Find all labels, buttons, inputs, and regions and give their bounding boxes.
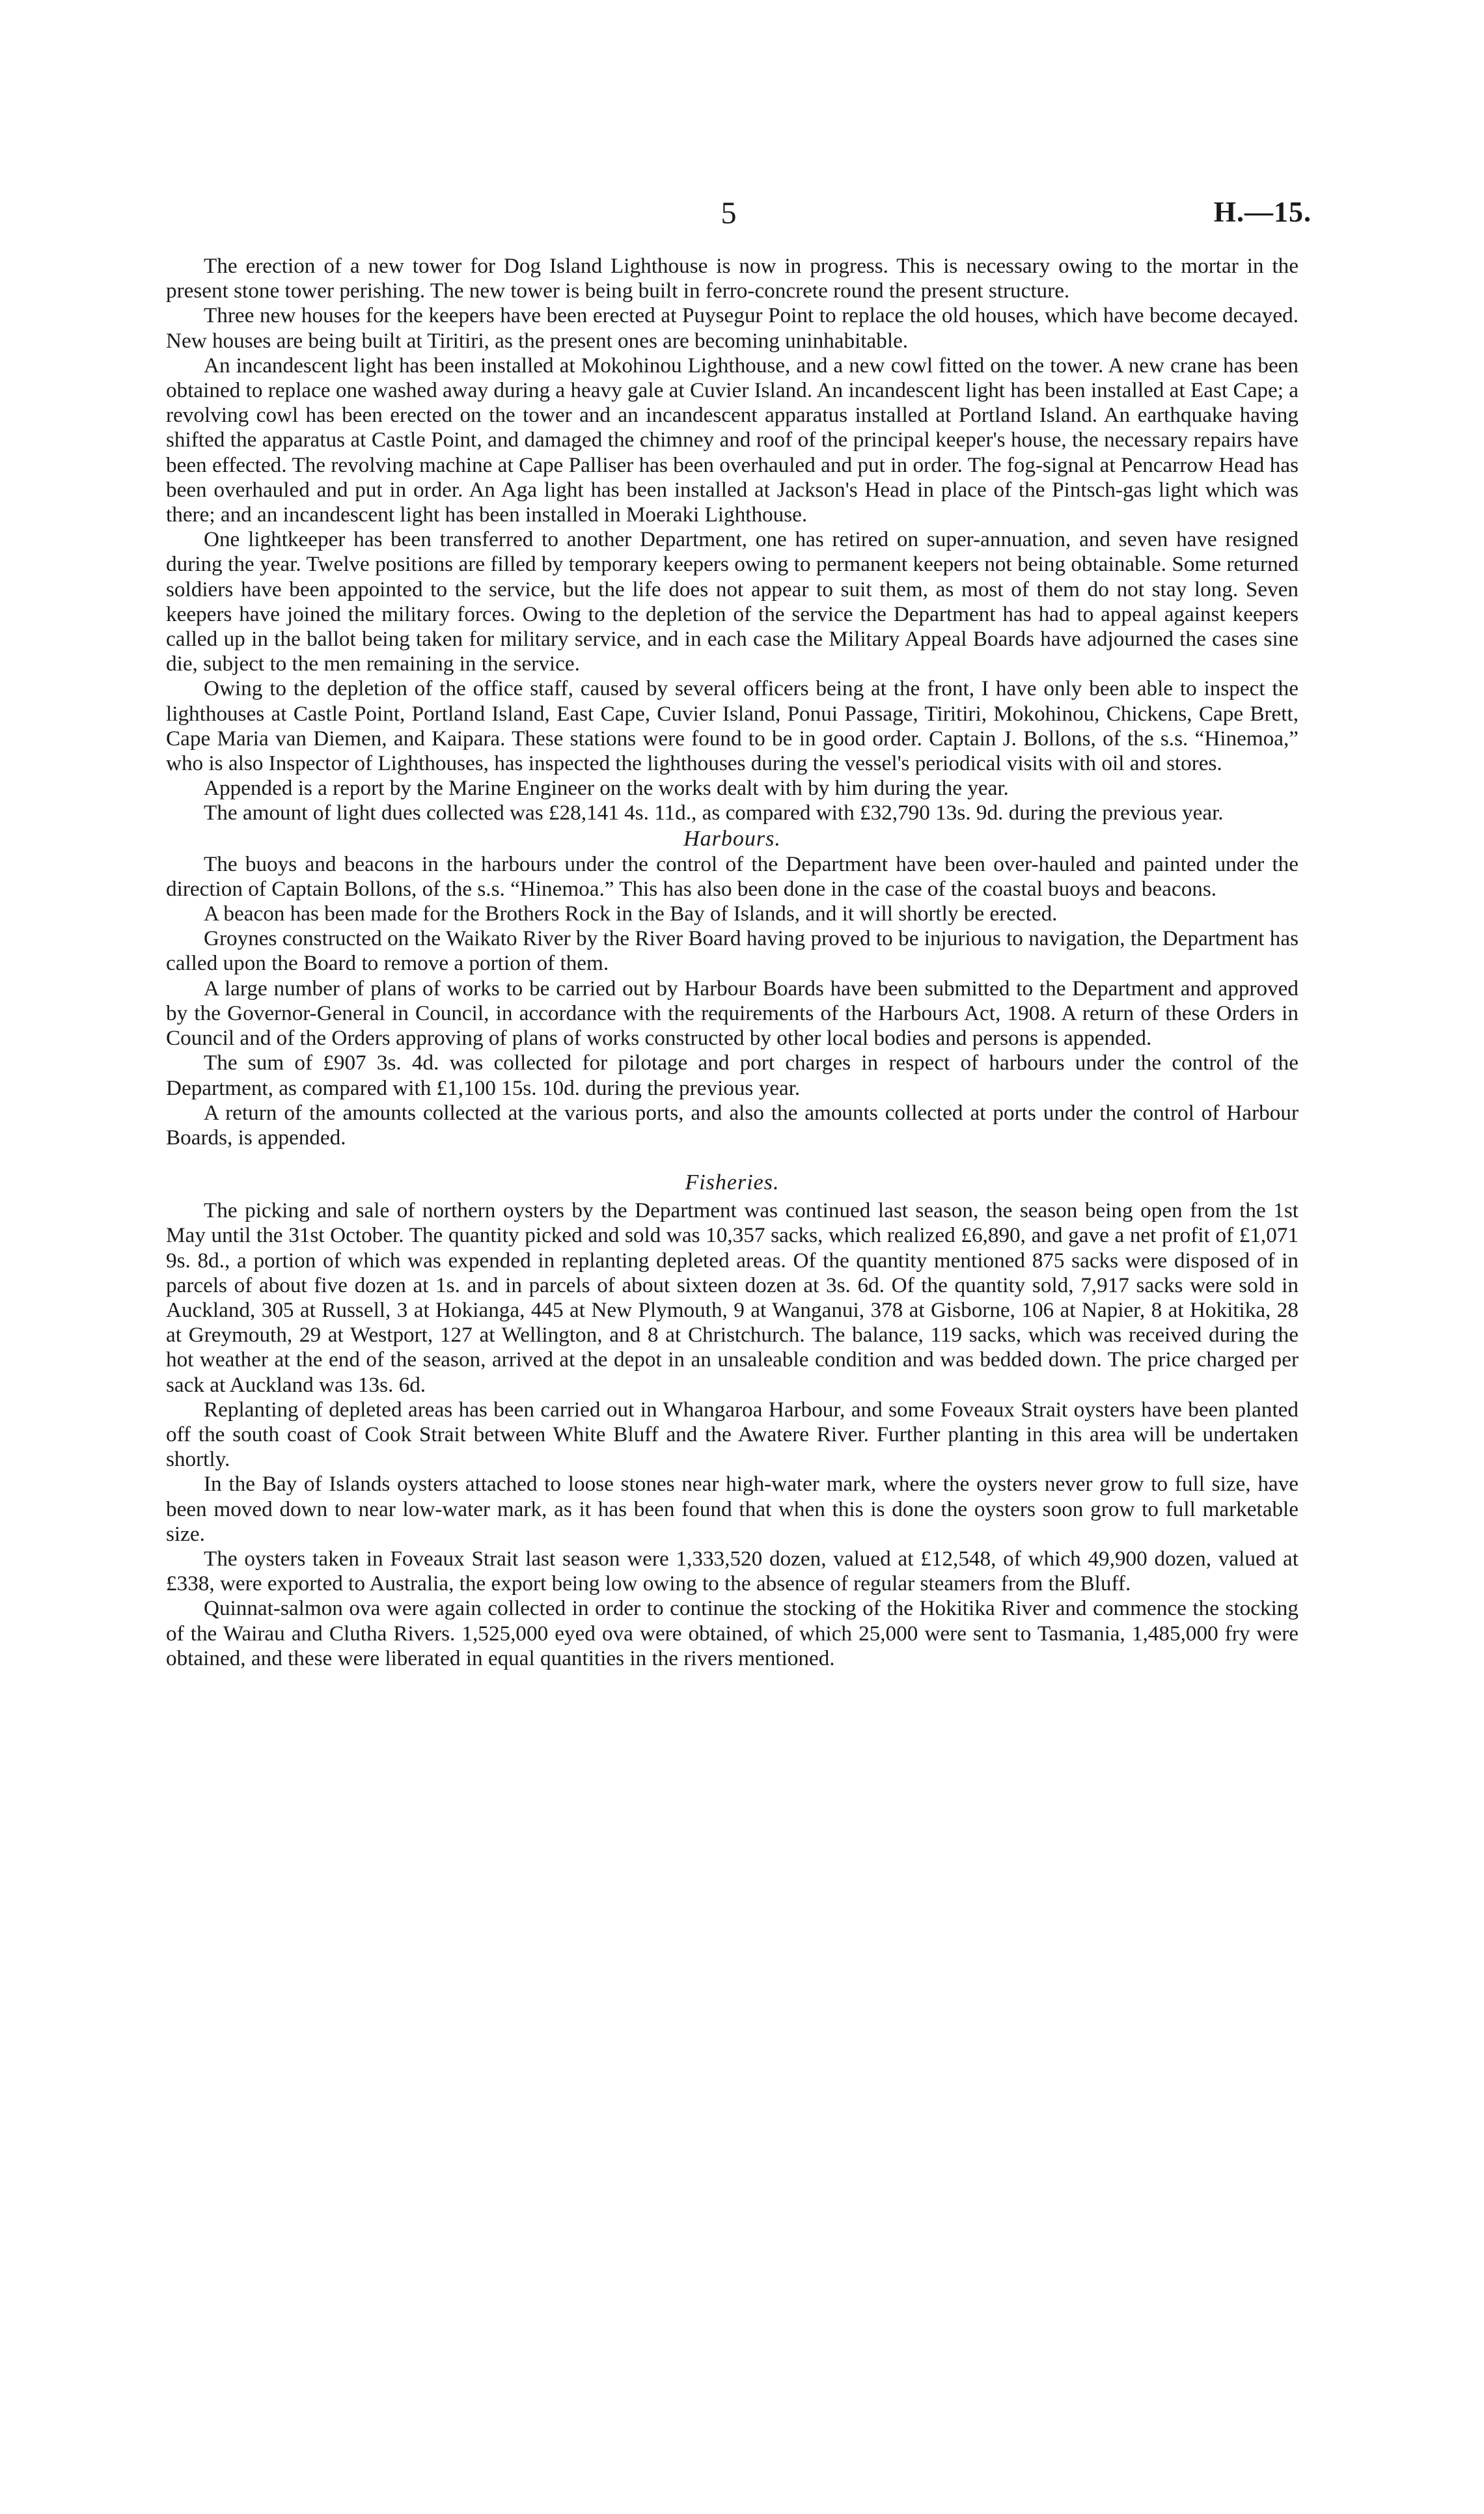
paragraph: Replanting of depleted areas has been carried out in Whangaroa Harbour, and some Foveaux Strait oysters have been planted off the south coast of Cook Strait between White Bluff and the Awatere River. Further planting in this area will be undertaken shortly. [166, 1397, 1298, 1472]
paragraph: A large number of plans of works to be carried out by Harbour Boards have been submitted to the Department and approved by the Governor-General in Council, in accordance with the requirements of the Harbours Act, 1908. A return of these Orders in Council and of the Orders approving of plans of works constructed by other local bodies and persons is appended. [166, 976, 1298, 1051]
section-heading-harbours: Harbours. [683, 826, 781, 851]
paragraph: Appended is a report by the Marine Engineer on the works dealt with by him during the year. [204, 776, 1009, 801]
paragraph: The amount of light dues collected was £28,141 4s. 11d., as compared with £32,790 13s. 9d. during the previous year. [204, 801, 1224, 825]
paragraph: Groynes constructed on the Waikato River by the River Board having proved to be injurious to navigation, the Department has called upon the Board to remove a portion of them. [166, 926, 1298, 976]
paragraph: Quinnat-salmon ova were again collected in order to continue the stocking of the Hokitika River and commence the stocking of the Wairau and Clutha Rivers. 1,525,000 eyed ova were obtained, of which 25,000 were sent to Tasmania, 1,485,000 fry were obtained, and these were liberated in equal quantities in the rivers mentioned. [166, 1596, 1298, 1670]
paragraph: Three new houses for the keepers have been erected at Puysegur Point to replace the old houses, which have become decayed. New houses are being built at Tiritiri, as the present ones are becoming uninhabitable. [166, 303, 1298, 353]
paragraph: The sum of £907 3s. 4d. was collected for pilotage and port charges in respect of harbours under the control of the Department, as compared with £1,100 15s. 10d. during the previous year. [166, 1051, 1298, 1100]
page-number: 5 [721, 196, 737, 230]
paragraph: The buoys and beacons in the harbours under the control of the Department have been over-hauled and painted under the direction of Captain Bollons, of the s.s. “Hinemoa.” This has also been done in the case of the coastal buoys and beacons. [166, 851, 1298, 901]
paragraph: The erection of a new tower for Dog Island Lighthouse is now in progress. This is necessary owing to the mortar in the present stone tower perishing. The new tower is being built in ferro-concrete round the present structure. [166, 254, 1298, 303]
paragraph: The picking and sale of northern oysters by the Department was continued last season, the season being open from the 1st May until the 31st October. The quantity picked and sold was 10,357 sacks, which realized £6,890, and gave a net profit of £1,071 9s. 8d., a portion of which was expended in replanting depleted areas. Of the quantity mentioned 875 sacks were disposed of in parcels of about five dozen at 1s. and in parcels of about sixteen dozen at 3s. 6d. Of the quantity sold, 7,917 sacks were sold in Auckland, 305 at Russell, 3 at Hokianga, 445 at New Plymouth, 9 at Wanganui, 378 at Gisborne, 106 at Napier, 8 at Hokitika, 28 at Greymouth, 29 at Westport, 127 at Wellington, and 8 at Christchurch. The balance, 119 sacks, which was received during the hot weather at the end of the season, arrived at the depot in an unsaleable condition and was bedded down. The price charged per sack at Auckland was 13s. 6d. [166, 1198, 1298, 1397]
paragraph: A beacon has been made for the Brothers Rock in the Bay of Islands, and it will shortly be erected. [204, 902, 1058, 926]
paragraph: The oysters taken in Foveaux Strait last season were 1,333,520 dozen, valued at £12,548, of which 49,900 dozen, valued at £338, were exported to Australia, the export being low owing to the absence of regular steamers from the Bluff. [166, 1546, 1298, 1596]
report-body [166, 254, 1298, 1671]
section-heading-fisheries: Fisheries. [685, 1170, 780, 1195]
paragraph: A return of the amounts collected at the various ports, and also the amounts collected at ports under the control of Harbour Boards, is appended. [166, 1100, 1298, 1150]
fisheries-section [166, 1170, 1298, 1671]
harbours-section [166, 826, 1298, 1150]
paragraph: One lightkeeper has been transferred to another Department, one has retired on super-annuation, and seven have resigned during the year. Twelve positions are filled by temporary keepers owing to permanent keepers not being obtainable. Some returned soldiers have been appointed to the service, but the life does not appear to suit them, as most of them do not stay long. Seven keepers have joined the military forces. Owing to the depletion of the service the Department has had to appeal against keepers called up in the ballot being taken for military service, and in each case the Military Appeal Boards have adjourned the cases sine die, subject to the men remaining in the service. [166, 527, 1298, 676]
paragraph: An incandescent light has been installed at Mokohinou Lighthouse, and a new cowl fitted on the tower. A new crane has been obtained to replace one washed away during a heavy gale at Cuvier Island. An incandescent light has been installed at East Cape; a revolving cowl has been erected on the tower and an incandescent apparatus installed at Portland Island. An earthquake having shifted the apparatus at Castle Point, and damaged the chimney and roof of the principal keeper's house, the necessary repairs have been effected. The revolving machine at Cape Palliser has been overhauled and put in order. The fog-signal at Pencarrow Head has been overhauled and put in order. An Aga light has been installed at Jackson's Head in place of the Pintsch-gas light which was there; and an incandescent light has been installed in Moeraki Lighthouse. [166, 353, 1298, 527]
lighthouses-section [166, 254, 1298, 826]
paragraph: In the Bay of Islands oysters attached to loose stones near high-water mark, where the oysters never grow to full size, have been moved down to near low-water mark, as it has been found that when this is done the oysters soon grow to full marketable size. [166, 1472, 1298, 1546]
paragraph: Owing to the depletion of the office staff, caused by several officers being at the front, I have only been able to inspect the lighthouses at Castle Point, Portland Island, East Cape, Cuvier Island, Ponui Passage, Tiritiri, Mokohinou, Chickens, Cape Brett, Cape Maria van Diemen, and Kaipara. These stations were found to be in good order. Captain J. Bollons, of the s.s. “Hinemoa,” who is also Inspector of Lighthouses, has inspected the lighthouses during the vessel's periodical visits with oil and stores. [166, 676, 1298, 776]
document-reference: H.—15. [1213, 196, 1312, 228]
